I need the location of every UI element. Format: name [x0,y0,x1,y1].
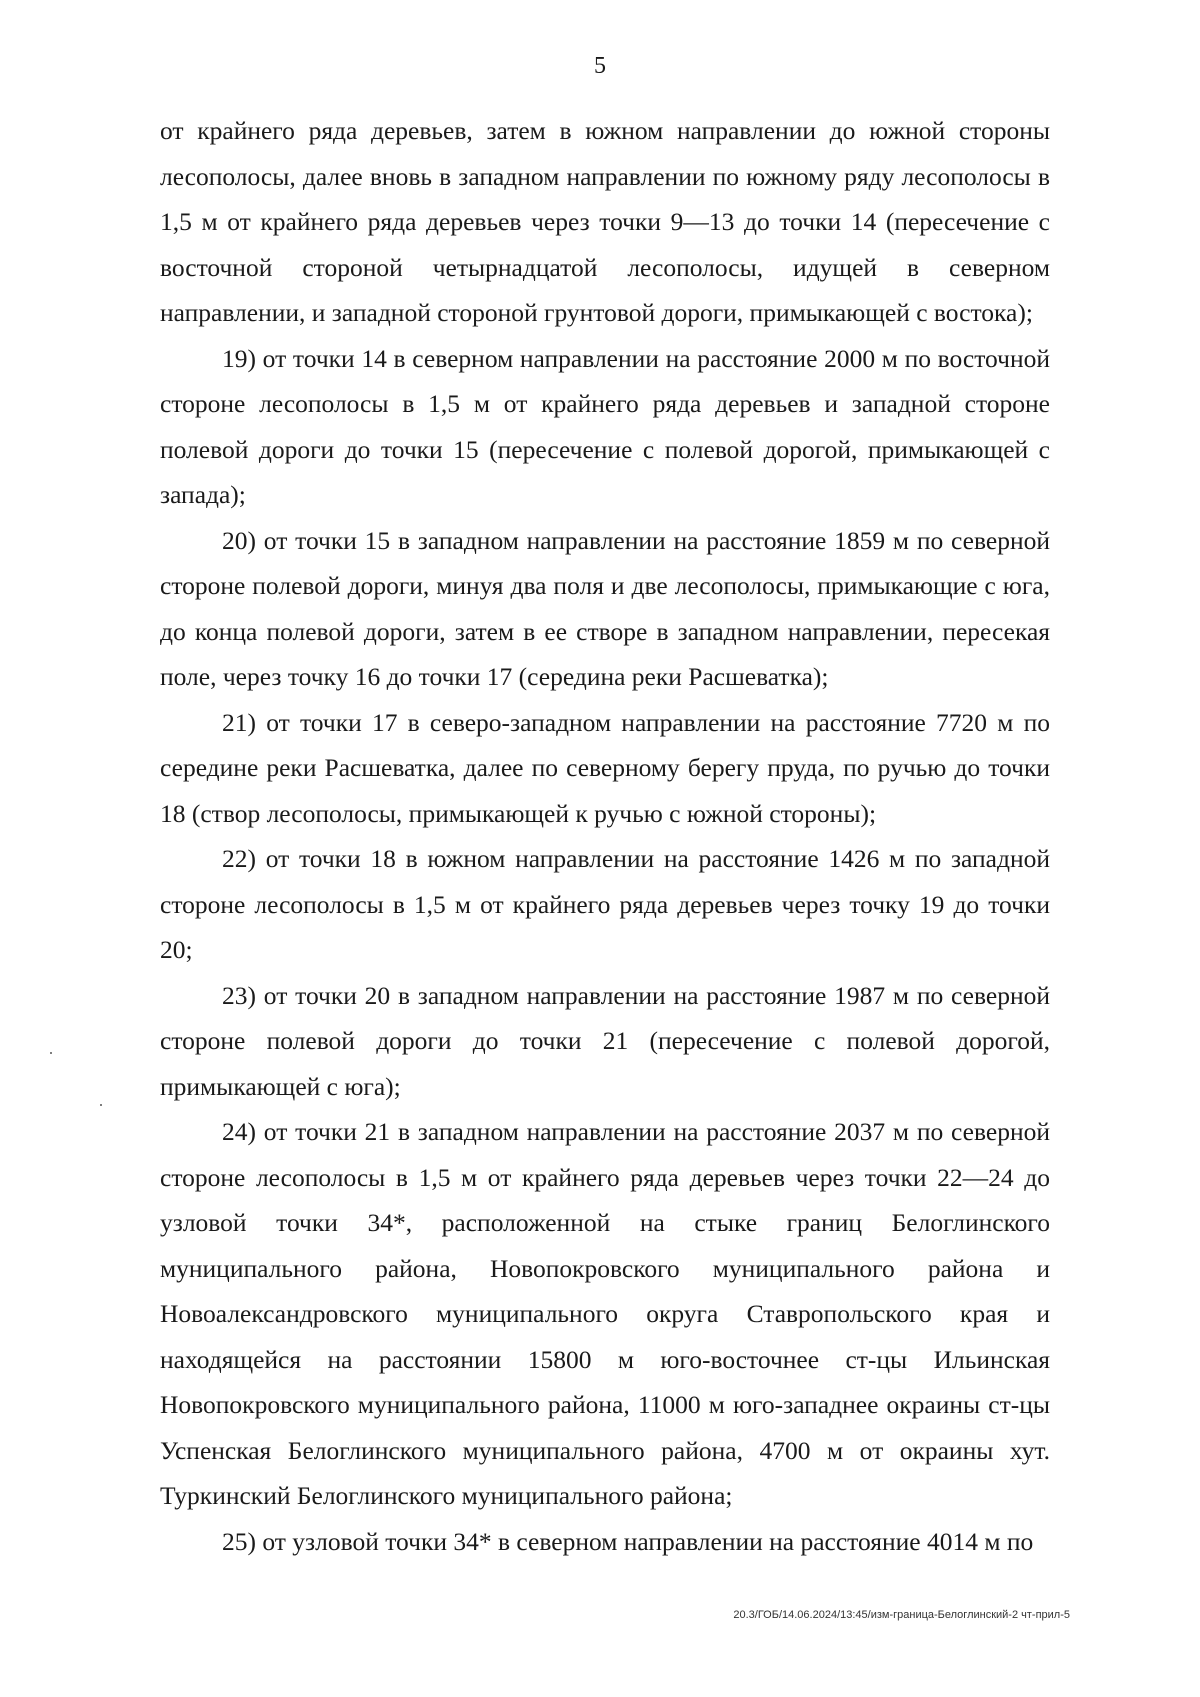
paragraph-item-20: 20) от точки 15 в западном направлении на расстояние 1859 м по северной стороне полевой дороги, минуя два поля и две лесополосы, примыкающие с юга, до конца полевой дороги, затем в ее створе в западном направлении, пересекая поле, через точку 16 до точки 17 (середина реки Расшеватка); [160,525,1050,691]
paragraph-item-21: 21) от точки 17 в северо-западном направлении на расстояние 7720 м по середине реки Расшеватка, далее по северному берегу пруда, по ручью до точки 18 (створ лесополосы, примыкающей к ручью с южной стороны); [160,707,1050,828]
paragraph-continuation: от крайнего ряда деревьев, затем в южном направлении до южной стороны лесополосы, далее вновь в западном направлении по южному ряду лесополосы в 1,5 м от крайнего ряда деревьев через точки 9—13 до точки 14 (пересечение с восточной стороной четырнадцатой лесополосы, идущей в северном направлении, и западной стороной грунтовой дороги, примыкающей с востока); [160,116,1050,327]
paragraph-item-24: 24) от точки 21 в западном направлении на расстояние 2037 м по северной стороне лесополосы в 1,5 м от крайнего ряда деревьев через точки 22—24 до узловой точки 34*, расположенной на стыке границ Белоглинского муниципального района, Новопокровского муниципального района и Новоалександровского муниципального округа Ставропольского края и находящейся на расстоянии 15800 м юго-восточнее ст-цы Ильинская Новопокровского муниципального района, 11000 м юго-западнее окраины ст-цы Успенская Белоглинского муниципального района, 4700 м от окраины хут. Туркинский Белоглинского муниципального района; [160,1117,1050,1510]
paragraph-item-19: 19) от точки 14 в северном направлении на расстояние 2000 м по восточной стороне лесополосы в 1,5 м от крайнего ряда деревьев и западной стороне полевой дороги до точки 15 (пересечение с полевой дорогой, примыкающей с запада); [160,343,1050,509]
paragraph-item-25: 25) от узловой точки 34* в северном направлении на расстояние 4014 м по [222,1526,1034,1556]
paragraph-item-22: 22) от точки 18 в южном направлении на расстояние 1426 м по западной стороне лесополосы в 1,5 м от крайнего ряда деревьев через точку 19 до точки 20; [160,844,1050,964]
paragraph-item-23: 23) от точки 20 в западном направлении на расстояние 1987 м по северной стороне полевой дороги до точки 21 (пересечение с полевой дорогой, примыкающей с юга); [160,980,1050,1101]
document-footer-code: 20.3/ГОБ/14.06.2024/13:45/изм-граница-Белоглинский-2 чт-прил-5 [733,1609,1070,1621]
page-number: 5 [594,53,606,79]
document-body [160,108,1050,1564]
scan-speck [50,1052,52,1054]
scan-speck [100,1104,102,1106]
